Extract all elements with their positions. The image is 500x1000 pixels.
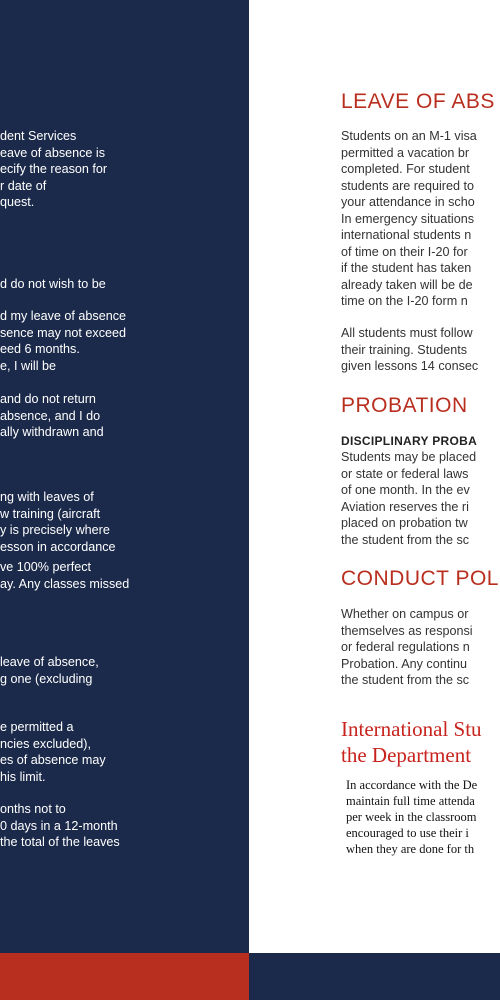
- right-column: [249, 0, 500, 953]
- text-line: Students on an M-1 visa: [341, 129, 477, 143]
- text-line: ay. Any classes missed: [0, 576, 130, 591]
- text-line: or state or federal laws: [341, 466, 469, 481]
- heading-line: International Stu: [341, 717, 482, 741]
- text-line: the student from the sc: [341, 673, 470, 687]
- left-footer-bar: [0, 953, 249, 1000]
- text-line: Students may be placed: [341, 450, 477, 464]
- text-line: e permitted a: [0, 720, 74, 734]
- text-line: d my leave of absence: [0, 309, 127, 323]
- text-line: e, I will be: [0, 358, 56, 373]
- conduct-paragraph: [341, 606, 473, 689]
- left-paragraph-9: [0, 801, 249, 851]
- text-line: All students must follow: [341, 326, 473, 340]
- text-line: sence may not exceed: [0, 325, 127, 340]
- text-line: g one (excluding: [0, 671, 93, 686]
- left-paragraph-8: [0, 719, 249, 785]
- text-line: if the student has taken: [341, 261, 472, 275]
- leave-paragraph-1: [341, 128, 477, 310]
- left-paragraph-6: [0, 559, 249, 592]
- text-line: the student from the sc: [341, 532, 470, 547]
- text-line: the total of the leaves: [0, 835, 120, 849]
- text-line: your attendance in scho: [341, 195, 475, 209]
- text-line: ecify the reason for: [0, 162, 108, 176]
- text-line: dent Services: [0, 129, 77, 143]
- text-line: ally withdrawn and: [0, 425, 104, 439]
- text-line: w training (aircraft: [0, 506, 101, 521]
- text-line: Whether on campus or: [341, 607, 469, 621]
- left-paragraph-4: [0, 391, 249, 441]
- text-line: onths not to: [0, 802, 66, 816]
- text-line: eed 6 months.: [0, 342, 80, 356]
- text-line: when they are done for th: [346, 842, 475, 856]
- right-footer-bar: [249, 953, 500, 1000]
- text-line: 0 days in a 12-month: [0, 818, 118, 833]
- text-line: r date of: [0, 178, 47, 193]
- text-line: placed on probation tw: [341, 516, 468, 530]
- left-column: [0, 0, 249, 953]
- text-line: of one month. In the ev: [341, 483, 470, 497]
- text-line: international students n: [341, 228, 472, 242]
- disciplinary-probation-subheading: DISCIPLINARY PROBA: [341, 434, 478, 448]
- text-line: esson in accordance: [0, 539, 116, 554]
- leave-of-absence-heading: LEAVE OF ABS: [341, 90, 495, 113]
- left-paragraph-5: [0, 489, 249, 555]
- text-line: his limit.: [0, 769, 46, 784]
- left-paragraph-2: [0, 276, 249, 293]
- text-line: given lessons 14 consec: [341, 359, 479, 373]
- leave-paragraph-2: [341, 325, 478, 375]
- left-paragraph-3: [0, 308, 249, 374]
- probation-heading: PROBATION: [341, 394, 468, 417]
- text-line: ncies excluded),: [0, 736, 92, 751]
- text-line: and do not return: [0, 392, 96, 406]
- text-line: absence, and I do: [0, 408, 101, 423]
- text-line: d do not wish to be: [0, 277, 106, 291]
- international-students-heading: [341, 716, 482, 768]
- text-line: completed. For student: [341, 162, 470, 176]
- text-line: per week in the classroom: [346, 810, 477, 824]
- text-line: maintain full time attenda: [346, 794, 475, 808]
- text-line: In accordance with the De: [346, 778, 478, 792]
- text-line: es of absence may: [0, 753, 106, 767]
- text-line: quest.: [0, 195, 35, 209]
- text-line: y is precisely where: [0, 523, 110, 537]
- heading-line: the Department: [341, 743, 472, 767]
- left-paragraph-7: [0, 654, 249, 687]
- text-line: themselves as responsi: [341, 623, 473, 638]
- text-line: Probation. Any continu: [341, 656, 468, 671]
- text-line: encouraged to use their i: [346, 826, 469, 840]
- text-line: leave of absence,: [0, 655, 99, 669]
- international-students-paragraph: [346, 777, 477, 857]
- text-line: ng with leaves of: [0, 490, 94, 504]
- text-line: their training. Students: [341, 342, 468, 357]
- text-line: or federal regulations n: [341, 640, 470, 654]
- text-line: time on the I-20 form n: [341, 294, 468, 308]
- text-line: students are required to: [341, 178, 475, 193]
- text-line: eave of absence is: [0, 145, 106, 160]
- probation-paragraph: [341, 449, 476, 548]
- left-paragraph-1: [0, 128, 249, 211]
- text-line: already taken will be de: [341, 277, 473, 292]
- text-line: permitted a vacation br: [341, 145, 470, 160]
- text-line: In emergency situations: [341, 211, 475, 226]
- conduct-policy-heading: CONDUCT POL: [341, 567, 499, 590]
- text-line: ve 100% perfect: [0, 560, 92, 574]
- text-line: of time on their I-20 for: [341, 244, 468, 259]
- text-line: Aviation reserves the ri: [341, 499, 469, 514]
